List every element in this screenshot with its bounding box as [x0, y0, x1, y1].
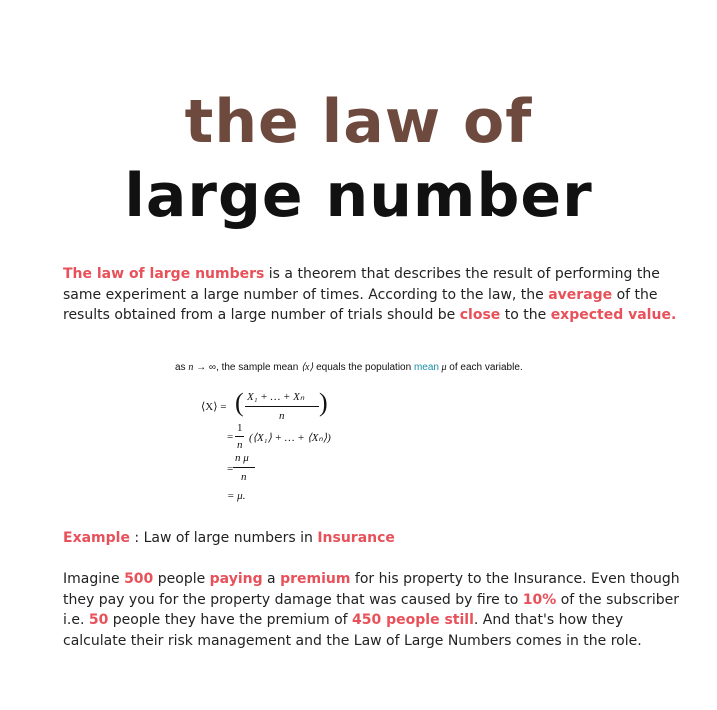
formula-image	[175, 362, 635, 512]
formula-intro	[175, 362, 523, 373]
formula-left-paren: (	[235, 388, 244, 417]
intro-paragraph	[63, 264, 688, 326]
people-still-highlight: 450 people still	[352, 612, 474, 628]
formula-intro-arrow: → ∞, the sample mean	[193, 362, 302, 373]
intro-text-1: is a theorem that describes the result of performing the same experiment a large number of times. According to the law, the	[63, 266, 660, 303]
formula-numerator-1: X₁ + … + Xₙ	[247, 391, 305, 403]
formula-intro-text-3: of each variable.	[446, 362, 523, 373]
formula-intro-mu: μ	[438, 362, 447, 373]
formula-eq-3: =	[227, 463, 234, 475]
example-label: Example	[63, 530, 130, 546]
percent-10-highlight: 10%	[522, 591, 557, 608]
example-paragraph	[63, 569, 688, 651]
formula-intro-x: ⟨x⟩	[301, 362, 314, 373]
formula-fraction-bar-1	[245, 406, 319, 407]
intro-text-3: to the	[500, 307, 551, 323]
formula-intro-text: as	[175, 362, 189, 373]
formula-denominator-3: n	[241, 471, 247, 483]
number-50-highlight: 50	[88, 612, 109, 628]
formula-fraction-bar-2	[235, 436, 244, 437]
formula-intro-n: n	[188, 362, 194, 373]
formula-eq-2: =	[227, 431, 234, 443]
body-text-6: people they have the premium of	[108, 612, 353, 628]
body-text-4: for his property to the Insurance. Even though they pay you for the property damage that was caused by fire to	[63, 571, 680, 608]
formula-denominator-1: n	[279, 410, 285, 422]
close-highlight: close	[459, 307, 501, 323]
number-500-highlight: 500	[124, 571, 154, 587]
formula-denominator-2: n	[237, 439, 243, 451]
formula-intro-mean: mean	[413, 362, 439, 373]
formula-intro-text-2: equals the population	[313, 362, 414, 373]
premium-highlight: premium	[280, 571, 351, 587]
intro-text-2: of the results obtained from a large number of trials should be	[63, 286, 658, 323]
paying-highlight: paying	[209, 571, 263, 587]
title-line-1: the law of	[184, 87, 533, 157]
formula-right-paren: )	[319, 388, 328, 417]
body-text-5: of the subscriber i.e.	[63, 591, 680, 628]
body-text-1: Imagine	[63, 571, 125, 587]
formula-eq-4: = μ.	[227, 490, 246, 502]
formula-rest-2: (⟨X₁⟩ + … + ⟨Xₙ⟩)	[249, 432, 331, 444]
formula-lhs: ⟨X⟩ =	[201, 401, 227, 413]
title-line-2: large number	[124, 161, 593, 231]
example-heading	[63, 528, 688, 549]
expected-value-highlight: expected value.	[550, 307, 677, 323]
term-highlight: The law of large numbers	[63, 266, 265, 282]
formula-numerator-3: n μ	[235, 452, 249, 464]
body-text-7: . And that's how they calculate their risk management and the Law of Large Numbers comes in the role.	[63, 612, 642, 649]
example-text: : Law of large numbers in	[129, 530, 318, 546]
formula-numerator-2: 1	[237, 422, 243, 434]
formula-fraction-bar-3	[233, 467, 255, 468]
body-text-2: people	[153, 571, 210, 587]
average-highlight: average	[548, 286, 613, 303]
insurance-highlight: Insurance	[317, 530, 395, 546]
body-text-3: a	[262, 571, 281, 587]
